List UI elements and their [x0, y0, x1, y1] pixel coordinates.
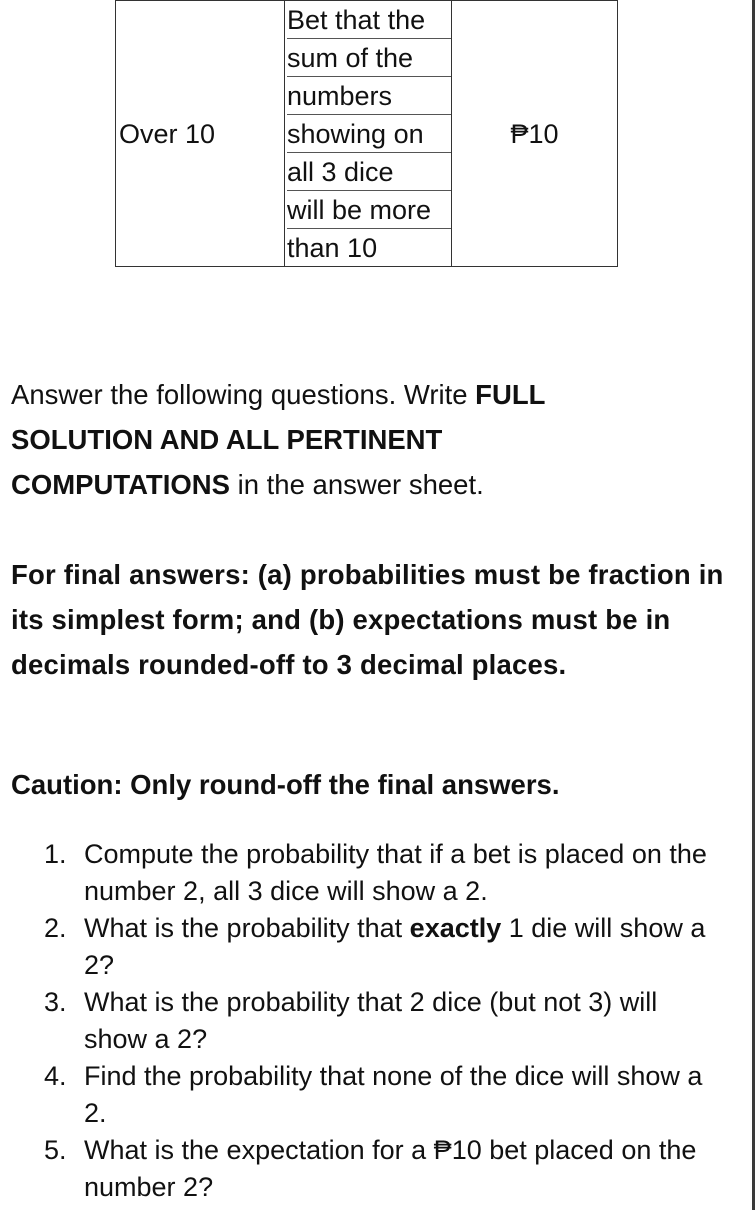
list-item — [44, 836, 724, 910]
instructions-emphasis: FULL SOLUTION AND ALL PERTINENT COMPUTATIONS — [11, 379, 545, 500]
question-number: 1. — [44, 839, 67, 869]
question-text: Find the probability that none of the dice will show a 2. — [84, 1061, 703, 1128]
bet-payout-cell — [452, 1, 618, 267]
question-emphasis: exactly — [409, 913, 502, 943]
question-number: 2. — [44, 913, 67, 943]
table-row — [116, 1, 618, 267]
bet-description-cell — [285, 1, 452, 267]
bet-description-line: all 3 dice — [287, 153, 451, 191]
instructions-tail: in the answer sheet. — [229, 469, 484, 500]
instructions-paragraph — [11, 372, 631, 507]
list-item — [44, 910, 724, 984]
list-item — [44, 1132, 724, 1206]
bet-description-line: Bet that the — [287, 1, 451, 39]
question-number: 4. — [44, 1061, 67, 1091]
question-text: What is the expectation for a ₱10 bet placed on the number 2? — [84, 1135, 697, 1202]
instructions-lead: Answer the following questions. Write — [11, 379, 476, 410]
bet-payout: ₱10 — [510, 118, 559, 149]
bet-table — [115, 0, 618, 267]
final-answers-note: For final answers: (a) probabilities must be fraction in its simplest form; and (b) expectations must be in decimals rounded-off to 3 decimal places. — [11, 559, 724, 680]
question-text: What is the probability that 2 dice (but not 3) will show a 2? — [84, 987, 658, 1054]
bet-description-line: numbers — [287, 77, 451, 115]
caution-note: Caution: Only round-off the final answers. — [11, 769, 560, 800]
bet-description-line: showing on — [287, 115, 451, 153]
list-item — [44, 984, 724, 1058]
question-text-after: 1 die will show a 2? — [84, 913, 706, 980]
question-number: 3. — [44, 987, 67, 1017]
question-text-before: What is the probability that — [84, 913, 410, 943]
question-text: Compute the probability that if a bet is placed on the number 2, all 3 dice will show a 2. — [84, 839, 707, 906]
bet-description-line: than 10 — [287, 233, 378, 263]
question-list — [44, 836, 724, 1206]
bet-description-line: will be more — [287, 191, 451, 229]
list-item — [44, 1058, 724, 1132]
bet-name: Over 10 — [119, 118, 216, 149]
bet-name-cell — [116, 1, 285, 267]
question-number: 5. — [44, 1135, 67, 1165]
bet-description-line: sum of the — [287, 39, 451, 77]
